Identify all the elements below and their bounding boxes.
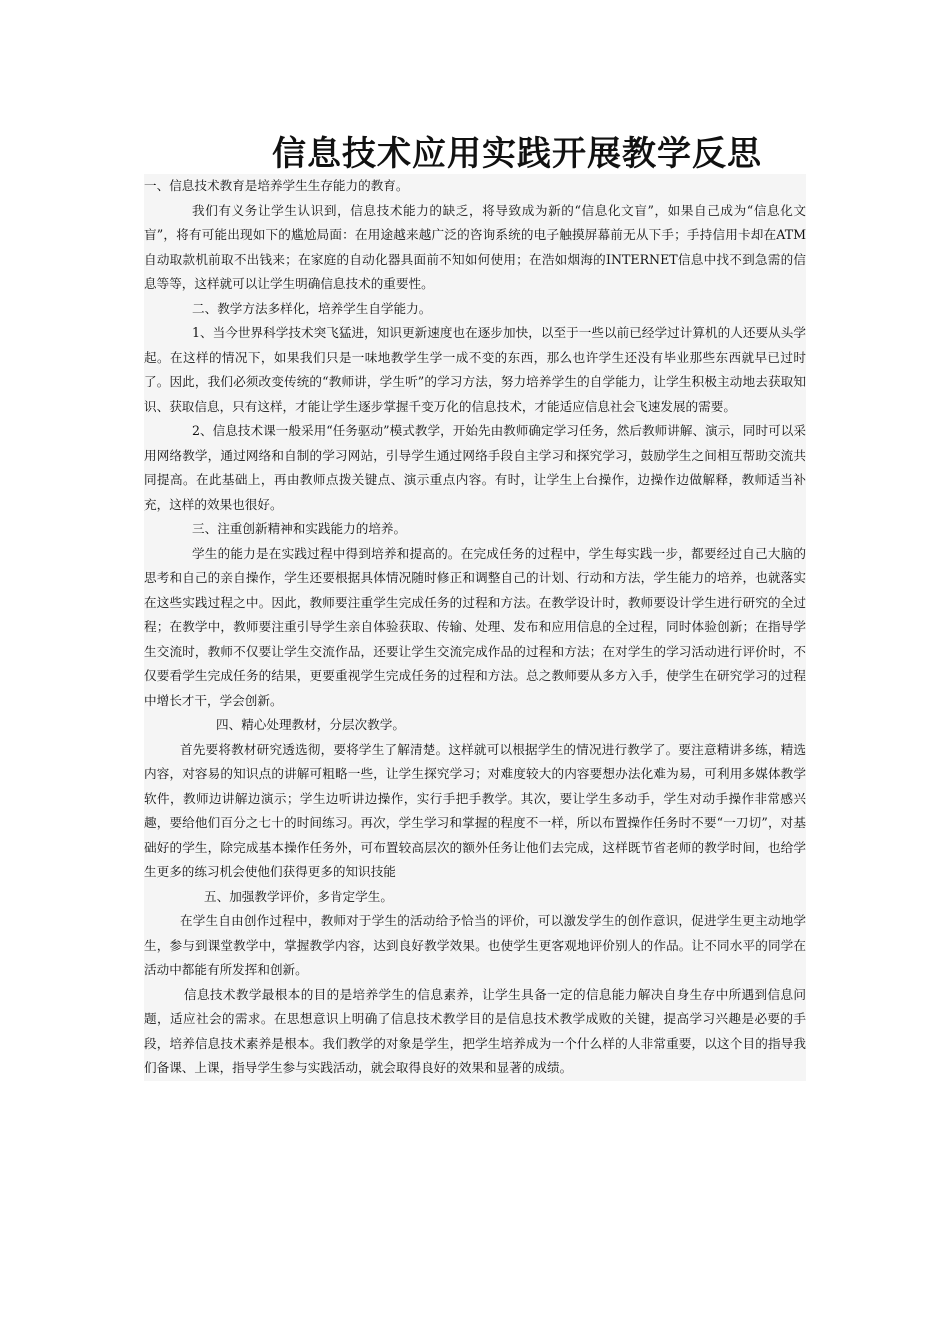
paragraph: 2、信息技术课一般采用“任务驱动”模式教学，开始先由教师确定学习任务，然后教师讲解、演示，同时可以采用网络教学，通过网络和自制的学习网站，引导学生通过网络手段自主学习和探究学习，鼓励学生之间相互帮助交流共同提高。在此基础上，再由教师点拨关键点、演示重点内容。有时，让学生上台操作，边操作边做解释，教师适当补充，这样的效果也很好。 bbox=[144, 423, 806, 512]
paragraph: 1、当今世界科学技术突飞猛进，知识更新速度也在逐步加快，以至于一些以前已经学过计算机的人还要从头学起。在这样的情况下，如果我们只是一味地教学生学一成不变的东西，那么也许学生还没有毕业那些东西就早已过时了。因此，我们必须改变传统的“教师讲，学生听”的学习方法，努力培养学生的自学能力，让学生积极主动地去获取知识、获取信息，只有这样，才能让学生逐步掌握千变万化的信息技术，才能适应信息社会飞速发展的需要。 bbox=[144, 325, 806, 414]
paragraph: 在学生自由创作过程中，教师对于学生的活动给予恰当的评价，可以激发学生的创作意识，促进学生更主动地学生，参与到课堂教学中，掌握教学内容，达到良好教学效果。也使学生更客观地评价别人的作品。让不同水平的同学在活动中都能有所发挥和创新。 bbox=[144, 913, 806, 977]
document-body bbox=[144, 174, 806, 1081]
section-heading-5: 五、加强教学评价，多肯定学生。 bbox=[204, 888, 393, 904]
paragraph: 信息技术教学最根本的目的是培养学生的信息素养，让学生具备一定的信息能力解决自身生存中所遇到信息问题，适应社会的需求。在思想意识上明确了信息技术教学目的是信息技术教学成败的关键，提高学习兴趣是必要的手段，培养信息技术素养是根本。我们教学的对象是学生，把学生培养成为一个什么样的人非常重要，以这个目的指导我们备课、上课，指导学生参与实践活动，就会取得良好的效果和显著的成绩。 bbox=[144, 986, 806, 1075]
section-heading-2: 二、教学方法多样化，培养学生自学能力。 bbox=[192, 300, 432, 316]
document-title: 信息技术应用实践开展教学反思 bbox=[272, 134, 762, 174]
section-heading-1: 一、信息技术教育是培养学生生存能力的教育。 bbox=[144, 178, 409, 193]
section-heading-3: 三、注重创新精神和实践能力的培养。 bbox=[192, 521, 407, 536]
paragraph: 学生的能力是在实践过程中得到培养和提高的。在完成任务的过程中，学生每实践一步，都要经过自己大脑的思考和自己的亲自操作，学生还要根据具体情况随时修正和调整自己的计划、行动和方法，学生能力的培养，也就落实在这些实践过程之中。因此，教师要注重学生完成任务的过程和方法。在教学设计时，教师要设计学生进行研究的全过程；在教学中，教师要注重引导学生亲自体验获取、传输、处理、发布和应用信息的全过程，同时体验创新；在指导学生交流时，教师不仅要让学生交流作品，还要让学生交流完成作品的过程和方法；在对学生的学习活动进行评价时，不仅要看学生完成任务的结果，更要重视学生完成任务的过程和方法。总之教师要从多方入手，使学生在研究学习的过程中增长才干，学会创新。 bbox=[144, 545, 806, 708]
paragraph: 我们有义务让学生认识到，信息技术能力的缺乏，将导致成为新的“信息化文盲”，如果自己成为“信息化文盲”，将有可能出现如下的尴尬局面：在用途越来越广泛的咨询系统的电子触摸屏幕前无从下手；手持信用卡却在ATM自动取款机前取不出钱来；在家庭的自动化器具面前不知如何使用；在浩如烟海的INTERNET信息中找不到急需的信息等等，这样就可以让学生明确信息技术的重要性。 bbox=[144, 202, 806, 291]
section-heading-4: 四、精心处理教材，分层次教学。 bbox=[216, 717, 405, 732]
paragraph: 首先要将教材研究透选彻，要将学生了解清楚。这样就可以根据学生的情况进行教学了。要注意精讲多练，精选内容，对容易的知识点的讲解可粗略一些，让学生探究学习；对难度较大的内容要想办法化难为易，可利用多媒体教学软件，教师边讲解边演示；学生边听讲边操作，实行手把手教学。其次，要让学生多动手，学生对动手操作非常感兴趣，要给他们百分之七十的时间练习。再次，学生学习和掌握的程度不一样，所以布置操作任务时不要“一刀切”，对基础好的学生，除完成基本操作任务外，可布置较高层次的额外任务让他们去完成，这样既节省老师的教学时间，也给学生更多的练习机会使他们获得更多的知识技能 bbox=[144, 741, 806, 879]
